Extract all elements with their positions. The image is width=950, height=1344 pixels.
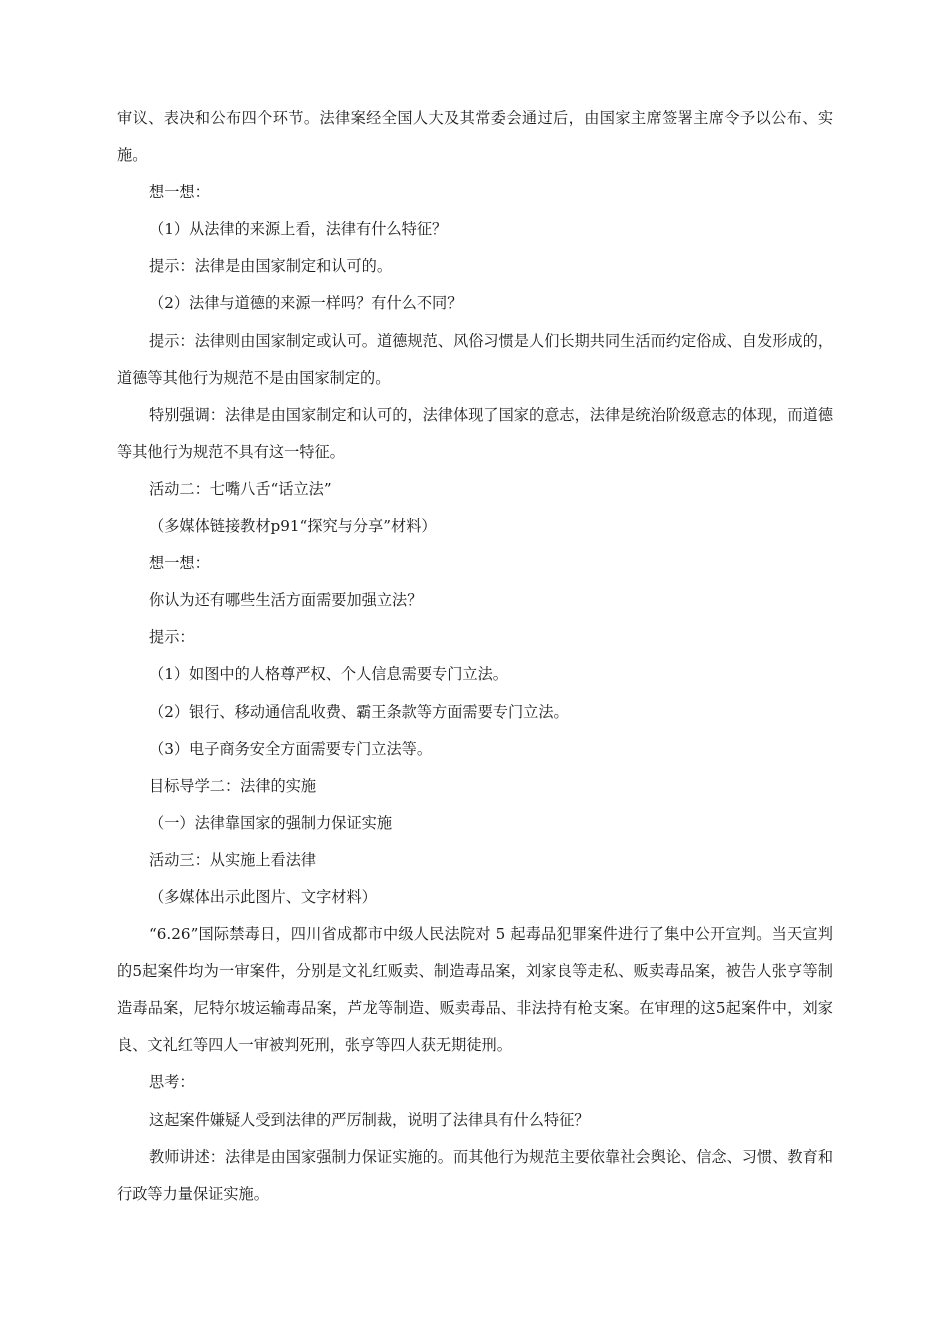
paragraph: “6.26”国际禁毒日，四川省成都市中级人民法院对 5 起毒品犯罪案件进行了集中公开宣判。当天宣判的5起案件均为一审案件，分别是文礼红贩卖、制造毒品案，刘家良等走私、贩卖毒品案，被告人张亨等制造毒品案，尼特尔坡运输毒品案，芦龙等制造、贩卖毒品、非法持有枪支案。在审理的这5起案件中，刘家良、文礼红等四人一审被判死刑，张亨等四人获无期徒刑。 [117, 925, 833, 1055]
paragraph: 你认为还有哪些生活方面需要加强立法？ [149, 591, 423, 610]
paragraph: （多媒体链接教材p91“探究与分享”材料） [149, 517, 437, 536]
paragraph: （多媒体出示此图片、文字材料） [149, 887, 377, 906]
paragraph: 想一想： [149, 554, 210, 573]
paragraph: 教师讲述：法律是由国家强制力保证实施的。而其他行为规范主要依靠社会舆论、信念、习惯、教育和行政等力量保证实施。 [117, 1147, 833, 1203]
paragraph: 提示：法律则由国家制定或认可。道德规范、风俗习惯是人们长期共同生活而约定俗成、自发形成的，道德等其他行为规范不是由国家制定的。 [117, 331, 833, 387]
paragraph: 审议、表决和公布四个环节。法律案经全国人大及其常委会通过后，由国家主席签署主席令予以公布、实施。 [117, 109, 833, 165]
paragraph: 想一想： [149, 183, 210, 202]
paragraph: 提示： [149, 628, 195, 647]
paragraph: （一）法律靠国家的强制力保证实施 [149, 813, 392, 832]
paragraph: 思考： [149, 1073, 195, 1092]
paragraph: （1）从法律的来源上看，法律有什么特征？ [149, 220, 448, 239]
paragraph: 提示：法律是由国家制定和认可的。 [149, 257, 392, 276]
paragraph: 活动三：从实施上看法律 [149, 850, 317, 869]
paragraph: （3）电子商务安全方面需要专门立法等。 [149, 739, 433, 758]
paragraph: （1）如图中的人格尊严权、个人信息需要专门立法。 [149, 665, 508, 684]
paragraph: （2）银行、移动通信乱收费、霸王条款等方面需要专门立法。 [149, 702, 569, 721]
paragraph: 特别强调：法律是由国家制定和认可的，法律体现了国家的意志，法律是统治阶级意志的体现，而道德等其他行为规范不具有这一特征。 [117, 405, 833, 461]
document-page [117, 100, 833, 1213]
paragraph: 活动二：七嘴八舌“话立法” [149, 479, 332, 498]
paragraph: 这起案件嫌疑人受到法律的严厉制裁，说明了法律具有什么特征？ [149, 1110, 590, 1129]
paragraph: （2）法律与道德的来源一样吗？有什么不同？ [149, 294, 463, 313]
paragraph: 目标导学二：法律的实施 [149, 776, 317, 795]
